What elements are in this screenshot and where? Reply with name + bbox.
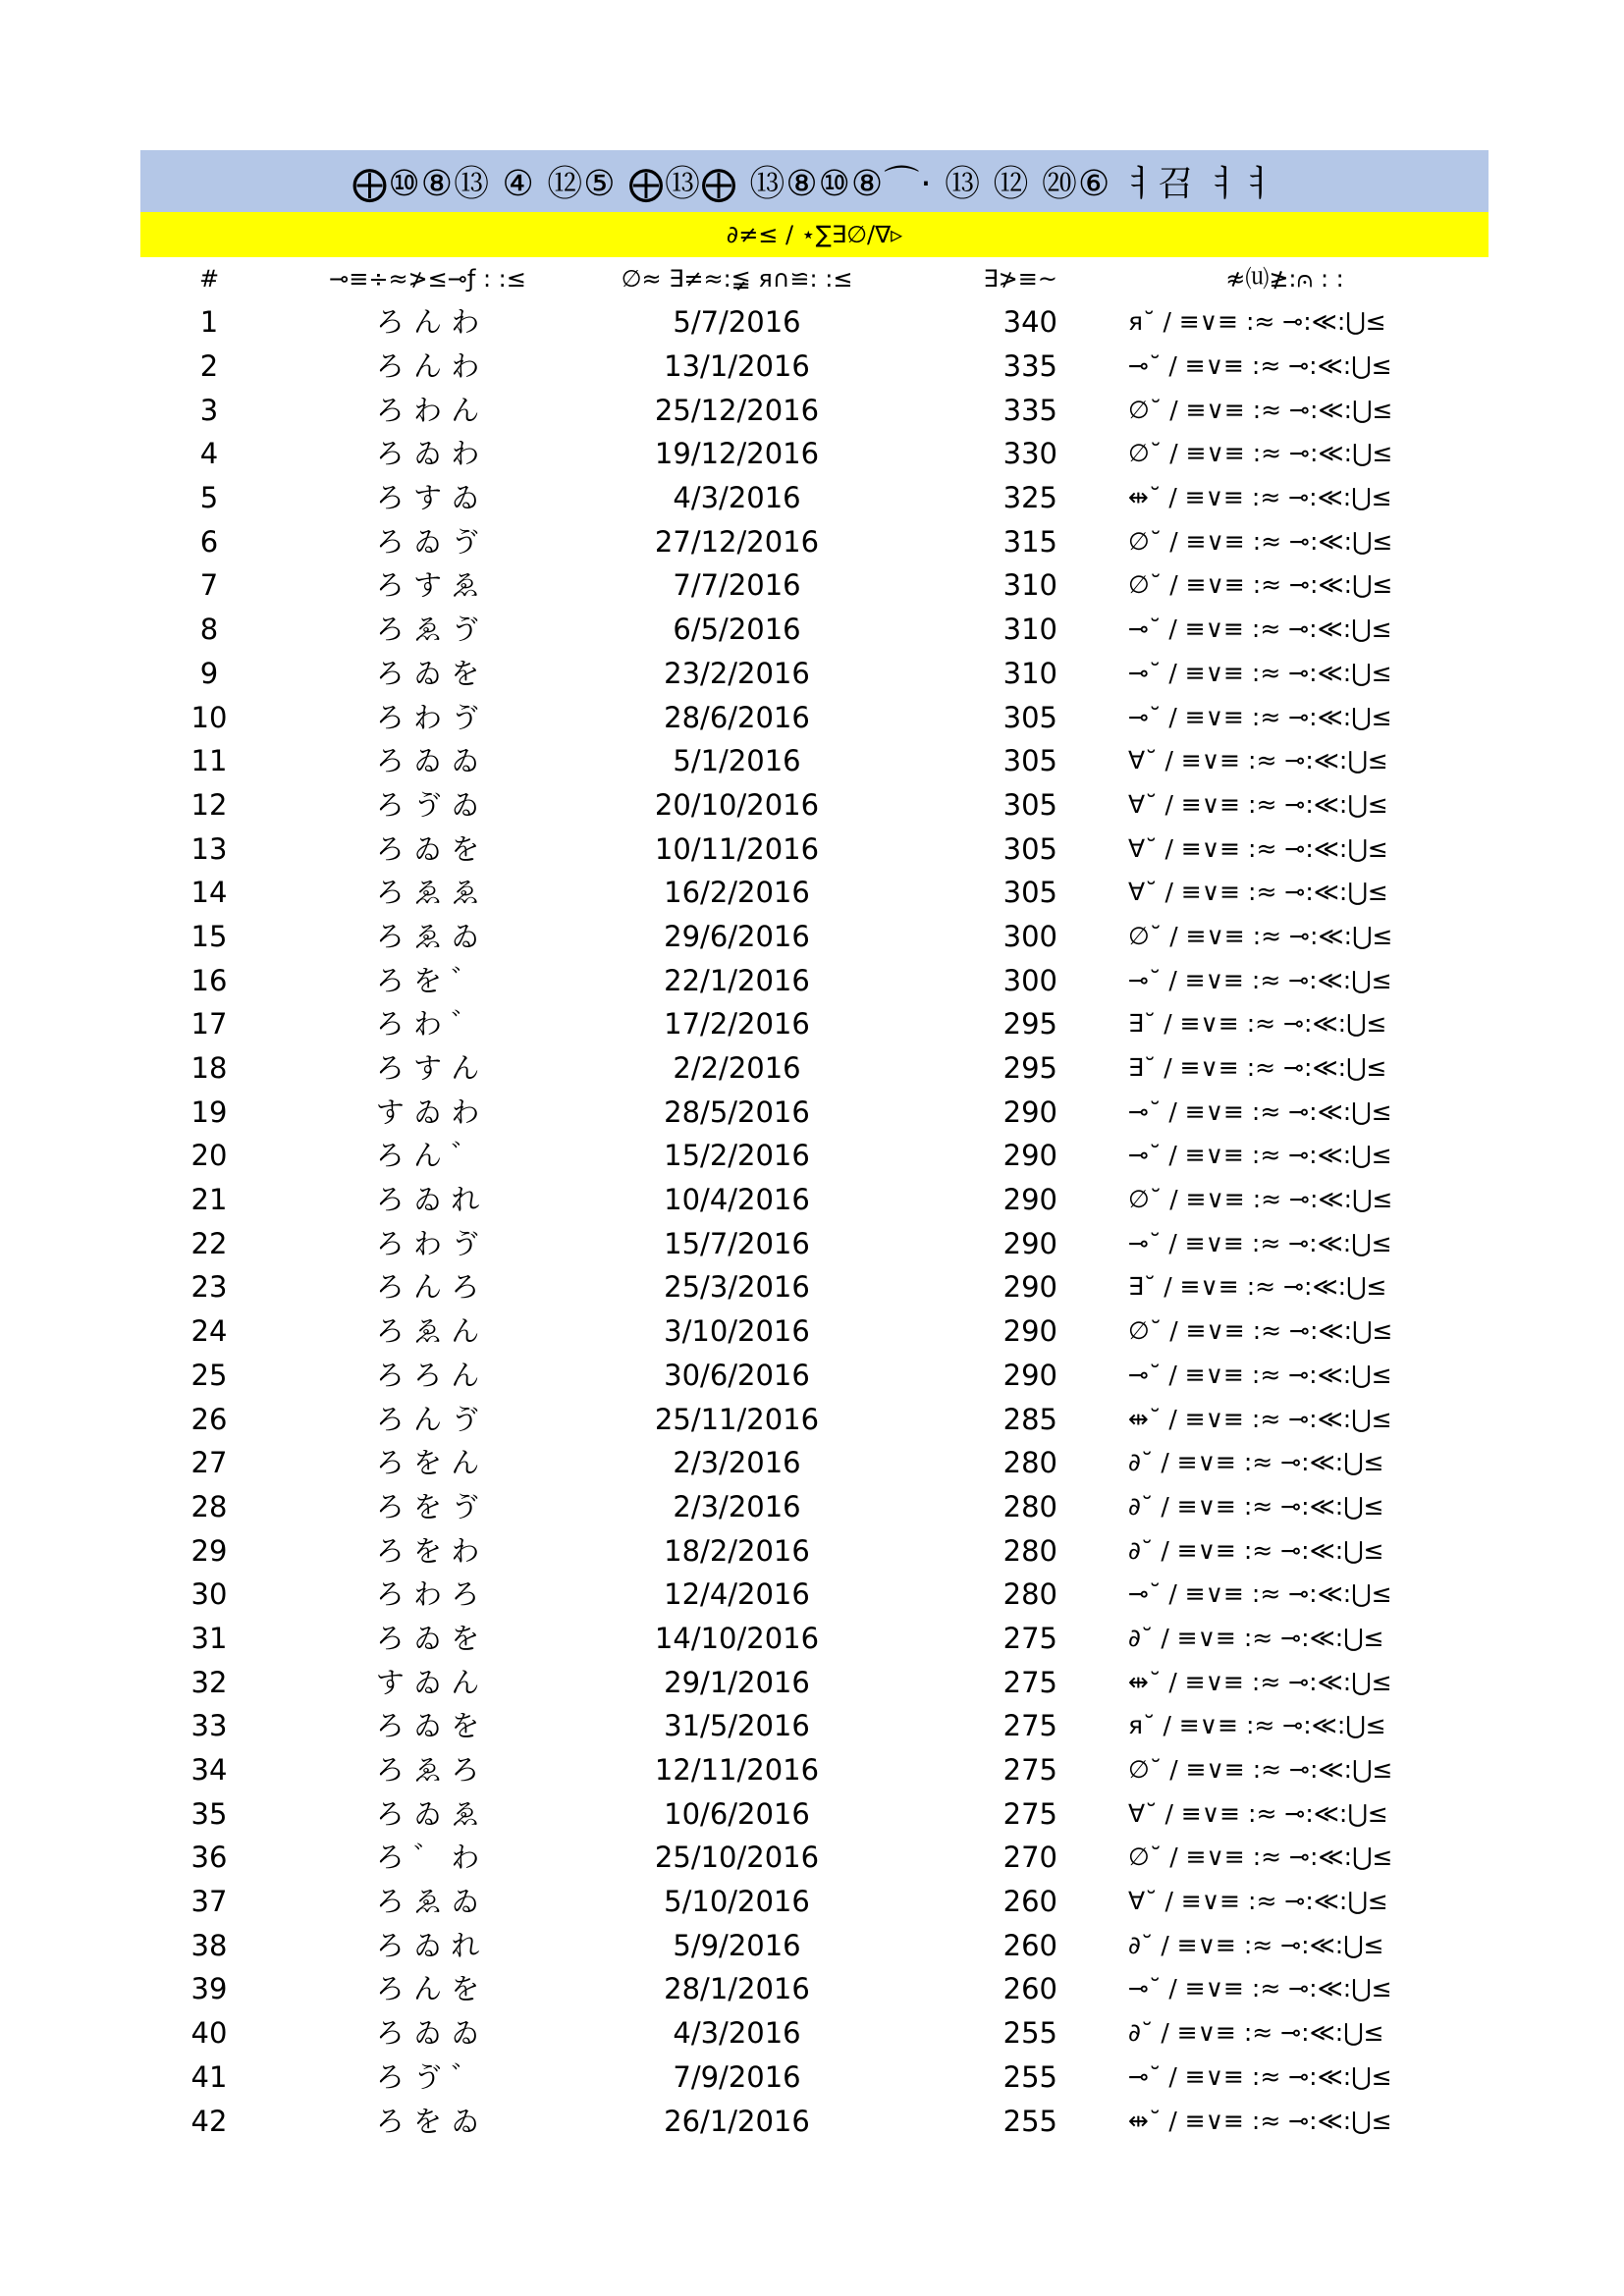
cell-value: 290 <box>1002 1183 1057 1217</box>
cell-name: ろ ゐ を <box>375 831 480 866</box>
cell-name: ろ ゐ を <box>375 1621 480 1655</box>
cell-num: 32 <box>190 1665 228 1699</box>
cell-date: 18/2/2016 <box>664 1533 810 1568</box>
cell-value: 280 <box>1002 1577 1057 1612</box>
cell-date: 7/9/2016 <box>673 2059 801 2094</box>
cell-date: 22/1/2016 <box>664 963 810 997</box>
cell-name: ろ ん ゛ <box>375 1139 480 1173</box>
column-header-name: ⊸≡÷≈≯≤⊸ƒ : :≤ <box>329 265 526 293</box>
cell-name: ろ ゑ ゐ <box>375 919 480 953</box>
cell-name: ろ ゐ ゐ <box>375 2016 480 2051</box>
cell-num: 39 <box>190 1972 228 2006</box>
sheet-title: ⨁⑩⑧⑬ ④ ⑫⑤ ⨁⑬⨁ ⑬⑧⑩⑧⌒· ⑬ ⑫ ⑳⑥ ㅕ召 ㅕㅕ <box>140 150 1489 212</box>
column-header-date: ∅≈ ∃≠≈:≨ я∩≌: :≤ <box>621 265 853 293</box>
cell-date: 31/5/2016 <box>664 1709 810 1743</box>
cell-name: ろ ゐ ゑ <box>375 1796 480 1831</box>
cell-status: ⊸˘ / ≡∨≡ :≈ ⊸:≪:⋃≤ <box>1128 965 1392 994</box>
cell-value: 260 <box>1002 1972 1057 2006</box>
table-row <box>140 1660 1489 1704</box>
cell-num: 13 <box>190 831 228 866</box>
cell-value: 290 <box>1002 1358 1057 1392</box>
cell-name: ろ を ゔ <box>375 1489 480 1523</box>
table-row <box>140 1836 1489 1880</box>
cell-status: ∀˘ / ≡∨≡ :≈ ⊸:≪:⋃≤ <box>1128 833 1388 863</box>
cell-value: 310 <box>1002 568 1057 603</box>
cell-status: ∅˘ / ≡∨≡ :≈ ⊸:≪:⋃≤ <box>1128 439 1393 468</box>
cell-status: ⇹˘ / ≡∨≡ :≈ ⊸:≪:⋃≤ <box>1128 1404 1392 1433</box>
table-row <box>140 608 1489 652</box>
cell-date: 6/5/2016 <box>673 613 801 647</box>
cell-value: 255 <box>1002 2104 1057 2138</box>
cell-value: 300 <box>1002 963 1057 997</box>
cell-num: 34 <box>190 1753 228 1788</box>
cell-status: ⇹˘ / ≡∨≡ :≈ ⊸:≪:⋃≤ <box>1128 1667 1392 1696</box>
table-row <box>140 1704 1489 1748</box>
cell-status: ∅˘ / ≡∨≡ :≈ ⊸:≪:⋃≤ <box>1128 921 1393 950</box>
cell-value: 275 <box>1002 1709 1057 1743</box>
cell-value: 280 <box>1002 1533 1057 1568</box>
cell-name: ろ わ ゛ <box>375 1007 480 1041</box>
cell-value: 305 <box>1002 876 1057 910</box>
cell-status: ⇹˘ / ≡∨≡ :≈ ⊸:≪:⋃≤ <box>1128 483 1392 512</box>
table-row <box>140 1134 1489 1178</box>
cell-status: ⊸˘ / ≡∨≡ :≈ ⊸:≪:⋃≤ <box>1128 614 1392 644</box>
cell-num: 14 <box>190 876 228 910</box>
table-row <box>140 739 1489 783</box>
cell-value: 280 <box>1002 1489 1057 1523</box>
cell-name: ろ す ゑ <box>375 568 480 603</box>
cell-num: 41 <box>190 2059 228 2094</box>
cell-status: ⇹˘ / ≡∨≡ :≈ ⊸:≪:⋃≤ <box>1128 2106 1392 2135</box>
cell-value: 310 <box>1002 656 1057 690</box>
cell-date: 25/10/2016 <box>654 1841 820 1875</box>
cell-value: 290 <box>1002 1226 1057 1260</box>
cell-num: 22 <box>190 1226 228 1260</box>
cell-name: ろ す ん <box>375 1051 480 1086</box>
cell-date: 3/10/2016 <box>664 1314 810 1349</box>
cell-date: 25/11/2016 <box>654 1402 820 1436</box>
cell-value: 275 <box>1002 1665 1057 1699</box>
cell-num: 9 <box>199 656 219 690</box>
cell-date: 5/7/2016 <box>673 305 801 340</box>
cell-num: 10 <box>190 700 228 734</box>
cell-status: ∅˘ / ≡∨≡ :≈ ⊸:≪:⋃≤ <box>1128 1185 1393 1214</box>
cell-num: 28 <box>190 1489 228 1523</box>
table-row <box>140 871 1489 915</box>
cell-num: 42 <box>190 2104 228 2138</box>
cell-status: ⊸˘ / ≡∨≡ :≈ ⊸:≪:⋃≤ <box>1128 1141 1392 1170</box>
cell-date: 19/12/2016 <box>654 437 820 471</box>
table-row <box>140 1923 1489 1967</box>
cell-status: ∂˘ / ≡∨≡ :≈ ⊸:≪:⋃≤ <box>1128 1448 1384 1477</box>
cell-value: 260 <box>1002 1928 1057 1962</box>
cell-name: ろ ゐ を <box>375 1709 480 1743</box>
cell-name: ろ ゐ を <box>375 656 480 690</box>
cell-name: ろ を ん <box>375 1446 480 1480</box>
cell-status: ∅˘ / ≡∨≡ :≈ ⊸:≪:⋃≤ <box>1128 395 1393 424</box>
cell-value: 340 <box>1002 305 1057 340</box>
cell-date: 29/6/2016 <box>664 919 810 953</box>
cell-name: ろ ゐ ゐ <box>375 744 480 778</box>
table-row <box>140 1791 1489 1836</box>
table-row <box>140 958 1489 1002</box>
cell-name: ろ わ ゔ <box>375 1226 480 1260</box>
cell-status: ∀˘ / ≡∨≡ :≈ ⊸:≪:⋃≤ <box>1128 1798 1388 1828</box>
cell-num: 31 <box>190 1621 228 1655</box>
cell-status: ∂˘ / ≡∨≡ :≈ ⊸:≪:⋃≤ <box>1128 2018 1384 2048</box>
cell-name: ろ ゑ ゔ <box>375 613 480 647</box>
table-body <box>140 300 1489 2143</box>
table-row <box>140 1528 1489 1573</box>
cell-value: 255 <box>1002 2059 1057 2094</box>
cell-value: 275 <box>1002 1796 1057 1831</box>
table-row <box>140 827 1489 871</box>
cell-num: 26 <box>190 1402 228 1436</box>
cell-value: 295 <box>1002 1007 1057 1041</box>
cell-status: ∂˘ / ≡∨≡ :≈ ⊸:≪:⋃≤ <box>1128 1491 1384 1521</box>
table-row <box>140 2011 1489 2056</box>
cell-status: я˘ / ≡∨≡ :≈ ⊸:≪:⋃≤ <box>1128 307 1386 337</box>
table-row <box>140 1002 1489 1046</box>
cell-name: ろ を わ <box>375 1533 480 1568</box>
cell-date: 10/4/2016 <box>664 1183 810 1217</box>
table-row <box>140 1309 1489 1354</box>
cell-num: 15 <box>190 919 228 953</box>
cell-status: ⊸˘ / ≡∨≡ :≈ ⊸:≪:⋃≤ <box>1128 1228 1392 1257</box>
cell-date: 15/7/2016 <box>664 1226 810 1260</box>
cell-status: ∅˘ / ≡∨≡ :≈ ⊸:≪:⋃≤ <box>1128 526 1393 556</box>
cell-status: ⊸˘ / ≡∨≡ :≈ ⊸:≪:⋃≤ <box>1128 1579 1392 1609</box>
table-row <box>140 519 1489 563</box>
header-row <box>140 257 1489 300</box>
cell-value: 290 <box>1002 1270 1057 1305</box>
cell-status: ∅˘ / ≡∨≡ :≈ ⊸:≪:⋃≤ <box>1128 1755 1393 1785</box>
cell-status: ∀˘ / ≡∨≡ :≈ ⊸:≪:⋃≤ <box>1128 878 1388 907</box>
cell-name: す ゐ ん <box>375 1665 480 1699</box>
cell-status: ∅˘ / ≡∨≡ :≈ ⊸:≪:⋃≤ <box>1128 1316 1393 1346</box>
cell-name: ろ ゑ ゐ <box>375 1885 480 1919</box>
cell-name: す ゐ わ <box>375 1095 480 1129</box>
cell-num: 40 <box>190 2016 228 2051</box>
table-row <box>140 1354 1489 1398</box>
cell-status: ∀˘ / ≡∨≡ :≈ ⊸:≪:⋃≤ <box>1128 789 1388 819</box>
table-row <box>140 695 1489 739</box>
cell-date: 10/6/2016 <box>664 1796 810 1831</box>
cell-num: 24 <box>190 1314 228 1349</box>
cell-num: 38 <box>190 1928 228 1962</box>
table-row <box>140 563 1489 608</box>
table-row <box>140 1573 1489 1617</box>
table-row <box>140 2056 1489 2100</box>
cell-name: ろ ゔ ゛ <box>375 2059 480 2094</box>
cell-num: 3 <box>199 393 219 427</box>
cell-value: 305 <box>1002 831 1057 866</box>
cell-name: ろ を ゛ <box>375 963 480 997</box>
cell-num: 5 <box>199 481 219 515</box>
cell-name: ろ ゐ ゔ <box>375 524 480 559</box>
cell-num: 30 <box>190 1577 228 1612</box>
cell-status: ⊸˘ / ≡∨≡ :≈ ⊸:≪:⋃≤ <box>1128 1360 1392 1389</box>
cell-num: 16 <box>190 963 228 997</box>
cell-num: 27 <box>190 1446 228 1480</box>
cell-num: 1 <box>199 305 219 340</box>
cell-name: ろ ゐ れ <box>375 1928 480 1962</box>
cell-value: 305 <box>1002 700 1057 734</box>
table-row <box>140 432 1489 476</box>
cell-name: ろ わ ろ <box>375 1577 480 1612</box>
table-row <box>140 1090 1489 1134</box>
cell-date: 2/3/2016 <box>673 1489 801 1523</box>
cell-value: 310 <box>1002 613 1057 647</box>
cell-date: 17/2/2016 <box>664 1007 810 1041</box>
cell-date: 2/2/2016 <box>673 1051 801 1086</box>
cell-num: 12 <box>190 787 228 822</box>
cell-date: 30/6/2016 <box>664 1358 810 1392</box>
cell-date: 25/12/2016 <box>654 393 820 427</box>
cell-value: 290 <box>1002 1139 1057 1173</box>
cell-date: 12/11/2016 <box>654 1753 820 1788</box>
cell-name: ろ ゑ ゑ <box>375 876 480 910</box>
cell-name: ろ を ゐ <box>375 2104 480 2138</box>
cell-name: ろ ろ ん <box>375 1358 480 1392</box>
table-row <box>140 1617 1489 1661</box>
cell-status: я˘ / ≡∨≡ :≈ ⊸:≪:⋃≤ <box>1128 1711 1386 1740</box>
cell-status: ∀˘ / ≡∨≡ :≈ ⊸:≪:⋃≤ <box>1128 746 1388 775</box>
cell-name: ろ わ ゔ <box>375 700 480 734</box>
cell-status: ∂˘ / ≡∨≡ :≈ ⊸:≪:⋃≤ <box>1128 1535 1384 1565</box>
cell-value: 315 <box>1002 524 1057 559</box>
cell-date: 28/6/2016 <box>664 700 810 734</box>
cell-status: ∀˘ / ≡∨≡ :≈ ⊸:≪:⋃≤ <box>1128 1887 1388 1916</box>
cell-name: ろ ゐ れ <box>375 1183 480 1217</box>
data-table <box>140 257 1489 2143</box>
cell-value: 325 <box>1002 481 1057 515</box>
cell-status: ∅˘ / ≡∨≡ :≈ ⊸:≪:⋃≤ <box>1128 570 1393 600</box>
cell-name: ろ わ ん <box>375 393 480 427</box>
cell-num: 20 <box>190 1139 228 1173</box>
cell-status: ⊸˘ / ≡∨≡ :≈ ⊸:≪:⋃≤ <box>1128 2061 1392 2091</box>
column-header-value: ∃≯≡~ <box>983 265 1057 293</box>
cell-date: 29/1/2016 <box>664 1665 810 1699</box>
cell-value: 300 <box>1002 919 1057 953</box>
spreadsheet-page <box>140 150 1489 2143</box>
table-row <box>140 1748 1489 1792</box>
cell-name: ろ ゑ ん <box>375 1314 480 1349</box>
cell-name: ろ ん を <box>375 1972 480 2006</box>
cell-name: ろ ゔ ゐ <box>375 787 480 822</box>
cell-name: ろ ゑ ろ <box>375 1753 480 1788</box>
cell-date: 14/10/2016 <box>654 1621 820 1655</box>
column-header-num: # <box>198 265 220 293</box>
cell-num: 21 <box>190 1183 228 1217</box>
table-row <box>140 652 1489 696</box>
cell-status: ∃˘ / ≡∨≡ :≈ ⊸:≪:⋃≤ <box>1128 1053 1387 1083</box>
cell-date: 28/5/2016 <box>664 1095 810 1129</box>
cell-value: 270 <box>1002 1841 1057 1875</box>
cell-status: ⊸˘ / ≡∨≡ :≈ ⊸:≪:⋃≤ <box>1128 702 1392 731</box>
table-row <box>140 345 1489 389</box>
cell-value: 255 <box>1002 2016 1057 2051</box>
cell-num: 29 <box>190 1533 228 1568</box>
cell-num: 23 <box>190 1270 228 1305</box>
cell-date: 10/11/2016 <box>654 831 820 866</box>
table-row <box>140 1485 1489 1529</box>
table-row <box>140 388 1489 432</box>
cell-value: 330 <box>1002 437 1057 471</box>
cell-num: 35 <box>190 1796 228 1831</box>
cell-num: 36 <box>190 1841 228 1875</box>
cell-status: ⊸˘ / ≡∨≡ :≈ ⊸:≪:⋃≤ <box>1128 351 1392 381</box>
table-row <box>140 1967 1489 2011</box>
cell-value: 335 <box>1002 393 1057 427</box>
cell-name: ろ ん ゔ <box>375 1402 480 1436</box>
cell-name: ろ ん わ <box>375 349 480 384</box>
cell-date: 2/3/2016 <box>673 1446 801 1480</box>
table-row <box>140 1178 1489 1222</box>
cell-date: 16/2/2016 <box>664 876 810 910</box>
cell-name: ろ ゛ わ <box>375 1841 480 1875</box>
cell-status: ⊸˘ / ≡∨≡ :≈ ⊸:≪:⋃≤ <box>1128 1974 1392 2003</box>
cell-status: ⊸˘ / ≡∨≡ :≈ ⊸:≪:⋃≤ <box>1128 1096 1392 1126</box>
table-row <box>140 1046 1489 1091</box>
cell-num: 8 <box>199 613 219 647</box>
table-row <box>140 1221 1489 1265</box>
table-row <box>140 476 1489 520</box>
cell-value: 275 <box>1002 1621 1057 1655</box>
cell-num: 25 <box>190 1358 228 1392</box>
cell-value: 305 <box>1002 744 1057 778</box>
table-row <box>140 1265 1489 1309</box>
cell-date: 4/3/2016 <box>673 2016 801 2051</box>
column-header-status: ≉⒰≱:⩀ : : <box>1225 265 1344 293</box>
cell-num: 17 <box>190 1007 228 1041</box>
cell-status: ∃˘ / ≡∨≡ :≈ ⊸:≪:⋃≤ <box>1128 1009 1387 1039</box>
sheet-subtitle: ∂≠≤ / ⋆∑∃∅/∇▹ <box>140 212 1489 257</box>
cell-status: ∂˘ / ≡∨≡ :≈ ⊸:≪:⋃≤ <box>1128 1623 1384 1652</box>
cell-value: 260 <box>1002 1885 1057 1919</box>
table-row <box>140 783 1489 828</box>
cell-date: 20/10/2016 <box>654 787 820 822</box>
cell-status: ∂˘ / ≡∨≡ :≈ ⊸:≪:⋃≤ <box>1128 1930 1384 1959</box>
cell-value: 305 <box>1002 787 1057 822</box>
table-row <box>140 1441 1489 1485</box>
cell-num: 7 <box>199 568 219 603</box>
cell-num: 2 <box>199 349 219 384</box>
cell-value: 280 <box>1002 1446 1057 1480</box>
cell-date: 13/1/2016 <box>664 349 810 384</box>
table-row <box>140 2099 1489 2143</box>
cell-name: ろ す ゐ <box>375 481 480 515</box>
cell-date: 5/1/2016 <box>673 744 801 778</box>
table-row <box>140 300 1489 345</box>
cell-date: 23/2/2016 <box>664 656 810 690</box>
table-row <box>140 1880 1489 1924</box>
cell-num: 4 <box>199 437 219 471</box>
cell-date: 5/9/2016 <box>673 1928 801 1962</box>
cell-date: 7/7/2016 <box>673 568 801 603</box>
cell-name: ろ ん ろ <box>375 1270 480 1305</box>
cell-num: 18 <box>190 1051 228 1086</box>
table-row <box>140 915 1489 959</box>
cell-num: 37 <box>190 1885 228 1919</box>
cell-name: ろ ゐ わ <box>375 437 480 471</box>
cell-value: 285 <box>1002 1402 1057 1436</box>
cell-value: 290 <box>1002 1095 1057 1129</box>
cell-name: ろ ん わ <box>375 305 480 340</box>
cell-value: 290 <box>1002 1314 1057 1349</box>
cell-status: ∃˘ / ≡∨≡ :≈ ⊸:≪:⋃≤ <box>1128 1272 1387 1302</box>
cell-num: 6 <box>199 524 219 559</box>
cell-value: 295 <box>1002 1051 1057 1086</box>
cell-status: ⊸˘ / ≡∨≡ :≈ ⊸:≪:⋃≤ <box>1128 658 1392 687</box>
cell-num: 11 <box>190 744 228 778</box>
table-row <box>140 1397 1489 1441</box>
cell-date: 12/4/2016 <box>664 1577 810 1612</box>
cell-date: 28/1/2016 <box>664 1972 810 2006</box>
cell-date: 25/3/2016 <box>664 1270 810 1305</box>
cell-date: 4/3/2016 <box>673 481 801 515</box>
cell-date: 26/1/2016 <box>664 2104 810 2138</box>
cell-status: ∅˘ / ≡∨≡ :≈ ⊸:≪:⋃≤ <box>1128 1842 1393 1872</box>
cell-date: 15/2/2016 <box>664 1139 810 1173</box>
cell-value: 275 <box>1002 1753 1057 1788</box>
cell-num: 19 <box>190 1095 228 1129</box>
cell-date: 27/12/2016 <box>654 524 820 559</box>
cell-date: 5/10/2016 <box>664 1885 810 1919</box>
cell-num: 33 <box>190 1709 228 1743</box>
cell-value: 335 <box>1002 349 1057 384</box>
